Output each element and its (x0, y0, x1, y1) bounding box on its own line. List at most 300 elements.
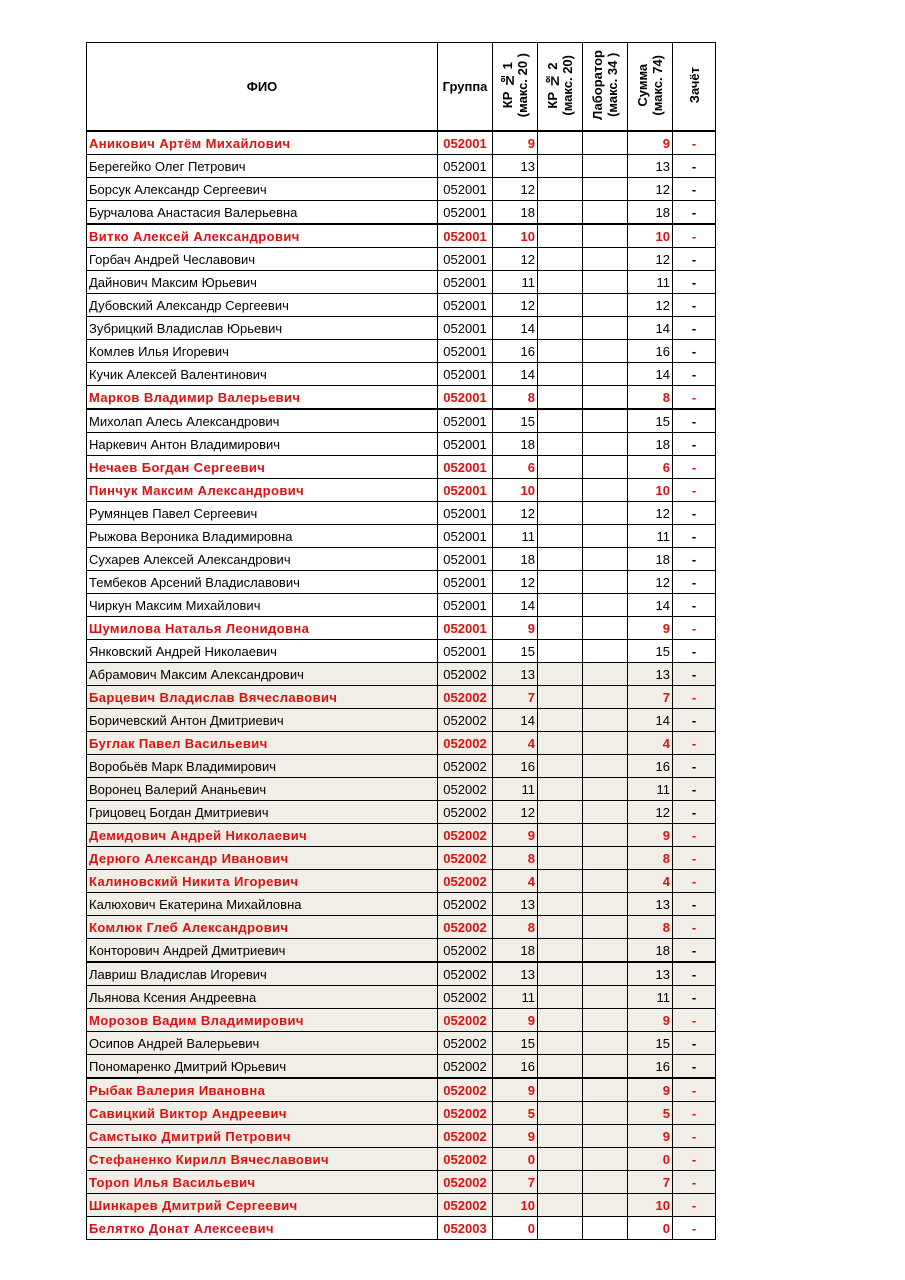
kr2-score (538, 962, 583, 986)
student-name: Зубрицкий Владислав Юрьевич (87, 317, 438, 340)
sum-score: 11 (628, 525, 673, 548)
lab-score (583, 479, 628, 502)
lab-score (583, 178, 628, 201)
kr2-score (538, 1171, 583, 1194)
sum-score: 0 (628, 1148, 673, 1171)
table-row (87, 571, 716, 594)
credit-mark: - (673, 502, 716, 525)
lab-score (583, 1148, 628, 1171)
kr2-score (538, 224, 583, 248)
student-name: Осипов Андрей Валерьевич (87, 1032, 438, 1055)
credit-mark: - (673, 617, 716, 640)
sum-score: 4 (628, 870, 673, 893)
table-row (87, 755, 716, 778)
sum-score: 6 (628, 456, 673, 479)
header-kr2-title: КР № 2 (545, 61, 560, 109)
kr2-score (538, 1078, 583, 1102)
lab-score (583, 640, 628, 663)
table-row (87, 1194, 716, 1217)
group-cell: 052002 (438, 1125, 493, 1148)
sum-score: 13 (628, 663, 673, 686)
header-kr1-title: КР № 1 (500, 61, 515, 109)
table-row (87, 294, 716, 317)
header-sum (628, 43, 673, 132)
student-name: Горбач Андрей Чеславович (87, 248, 438, 271)
student-name: Витко Алексей Александрович (87, 224, 438, 248)
lab-score (583, 294, 628, 317)
kr2-score (538, 548, 583, 571)
student-name: Марков Владимир Валерьевич (87, 386, 438, 410)
table-row (87, 363, 716, 386)
kr2-score (538, 317, 583, 340)
kr2-score (538, 294, 583, 317)
lab-score (583, 663, 628, 686)
kr1-score: 0 (493, 1148, 538, 1171)
sum-score: 18 (628, 939, 673, 963)
table-row (87, 1102, 716, 1125)
student-name: Комлев Илья Игоревич (87, 340, 438, 363)
group-cell: 052002 (438, 1102, 493, 1125)
sum-score: 18 (628, 433, 673, 456)
header-kr2-max: (макс. 20) (560, 54, 575, 116)
lab-score (583, 870, 628, 893)
sum-score: 12 (628, 248, 673, 271)
credit-mark: - (673, 939, 716, 963)
table-row (87, 916, 716, 939)
kr1-score: 12 (493, 502, 538, 525)
credit-mark: - (673, 1217, 716, 1240)
group-cell: 052003 (438, 1217, 493, 1240)
table-row (87, 433, 716, 456)
group-cell: 052002 (438, 1148, 493, 1171)
table-row (87, 962, 716, 986)
group-cell: 052001 (438, 433, 493, 456)
group-cell: 052002 (438, 686, 493, 709)
group-cell: 052001 (438, 178, 493, 201)
lab-score (583, 317, 628, 340)
kr2-score (538, 525, 583, 548)
student-name: Сухарев Алексей Александрович (87, 548, 438, 571)
student-name: Михолап Алесь Александрович (87, 409, 438, 433)
group-cell: 052001 (438, 479, 493, 502)
lab-score (583, 1032, 628, 1055)
header-kr1 (493, 43, 538, 132)
lab-score (583, 340, 628, 363)
header-sum-max: (макс. 74) (650, 54, 665, 116)
lab-score (583, 755, 628, 778)
credit-mark: - (673, 986, 716, 1009)
sum-score: 14 (628, 363, 673, 386)
grades-body (87, 131, 716, 1240)
student-name: Калиновский Никита Игоревич (87, 870, 438, 893)
student-name: Буглак Павел Васильевич (87, 732, 438, 755)
kr1-score: 8 (493, 916, 538, 939)
header-credit-title: Зачёт (686, 66, 702, 104)
group-cell: 052002 (438, 962, 493, 986)
student-name: Лавриш Владислав Игоревич (87, 962, 438, 986)
kr2-score (538, 594, 583, 617)
kr2-score (538, 1148, 583, 1171)
sum-score: 12 (628, 571, 673, 594)
lab-score (583, 571, 628, 594)
credit-mark: - (673, 363, 716, 386)
credit-mark: - (673, 778, 716, 801)
credit-mark: - (673, 1102, 716, 1125)
header-credit (673, 43, 716, 132)
kr2-score (538, 479, 583, 502)
group-cell: 052002 (438, 801, 493, 824)
kr2-score (538, 847, 583, 870)
lab-score (583, 456, 628, 479)
lab-score (583, 594, 628, 617)
student-name: Берегейко Олег Петрович (87, 155, 438, 178)
student-name: Тороп Илья Васильевич (87, 1171, 438, 1194)
kr1-score: 14 (493, 363, 538, 386)
student-name: Конторович Андрей Дмитриевич (87, 939, 438, 963)
student-name: Пономаренко Дмитрий Юрьевич (87, 1055, 438, 1079)
credit-mark: - (673, 224, 716, 248)
sum-score: 18 (628, 201, 673, 225)
kr2-score (538, 178, 583, 201)
credit-mark: - (673, 1078, 716, 1102)
kr1-score: 13 (493, 962, 538, 986)
credit-mark: - (673, 409, 716, 433)
group-cell: 052001 (438, 525, 493, 548)
group-cell: 052001 (438, 155, 493, 178)
kr1-score: 9 (493, 824, 538, 847)
kr1-score: 13 (493, 893, 538, 916)
kr1-score: 15 (493, 409, 538, 433)
group-cell: 052002 (438, 1171, 493, 1194)
lab-score (583, 1009, 628, 1032)
table-row (87, 178, 716, 201)
credit-mark: - (673, 755, 716, 778)
header-kr2 (538, 43, 583, 132)
student-name: Боричевский Антон Дмитриевич (87, 709, 438, 732)
lab-score (583, 224, 628, 248)
credit-mark: - (673, 456, 716, 479)
sum-score: 13 (628, 155, 673, 178)
table-row (87, 1009, 716, 1032)
credit-mark: - (673, 1125, 716, 1148)
kr2-score (538, 131, 583, 155)
credit-mark: - (673, 870, 716, 893)
student-name: Пинчук Максим Александрович (87, 479, 438, 502)
sum-score: 0 (628, 1217, 673, 1240)
kr2-score (538, 801, 583, 824)
table-row (87, 386, 716, 410)
sum-score: 18 (628, 548, 673, 571)
table-row (87, 986, 716, 1009)
group-cell: 052002 (438, 847, 493, 870)
sum-score: 12 (628, 178, 673, 201)
sum-score: 13 (628, 962, 673, 986)
sum-score: 12 (628, 801, 673, 824)
group-cell: 052001 (438, 224, 493, 248)
kr2-score (538, 340, 583, 363)
sum-score: 12 (628, 502, 673, 525)
group-cell: 052002 (438, 709, 493, 732)
lab-score (583, 386, 628, 410)
student-name: Дайнович Максим Юрьевич (87, 271, 438, 294)
student-name: Воронец Валерий Ананьевич (87, 778, 438, 801)
group-cell: 052002 (438, 778, 493, 801)
kr1-score: 4 (493, 732, 538, 755)
credit-mark: - (673, 594, 716, 617)
student-name: Шинкарев Дмитрий Сергеевич (87, 1194, 438, 1217)
student-name: Борсук Александр Сергеевич (87, 178, 438, 201)
credit-mark: - (673, 525, 716, 548)
kr2-score (538, 409, 583, 433)
lab-score (583, 962, 628, 986)
sum-score: 12 (628, 294, 673, 317)
kr1-score: 14 (493, 594, 538, 617)
table-row (87, 1032, 716, 1055)
table-row (87, 1055, 716, 1079)
grades-table (86, 42, 716, 1240)
lab-score (583, 686, 628, 709)
student-name: Морозов Вадим Владимирович (87, 1009, 438, 1032)
kr2-score (538, 617, 583, 640)
kr1-score: 8 (493, 386, 538, 410)
table-row (87, 709, 716, 732)
credit-mark: - (673, 201, 716, 225)
lab-score (583, 502, 628, 525)
student-name: Рыбак Валерия Ивановна (87, 1078, 438, 1102)
lab-score (583, 709, 628, 732)
sum-score: 4 (628, 732, 673, 755)
sum-score: 11 (628, 778, 673, 801)
kr1-score: 9 (493, 1078, 538, 1102)
credit-mark: - (673, 1032, 716, 1055)
sum-score: 8 (628, 386, 673, 410)
credit-mark: - (673, 1171, 716, 1194)
credit-mark: - (673, 294, 716, 317)
kr1-score: 18 (493, 548, 538, 571)
kr2-score (538, 663, 583, 686)
table-row (87, 847, 716, 870)
group-cell: 052002 (438, 1078, 493, 1102)
lab-score (583, 548, 628, 571)
group-cell: 052001 (438, 640, 493, 663)
table-row (87, 131, 716, 155)
table-row (87, 409, 716, 433)
student-name: Бурчалова Анастасия Валерьевна (87, 201, 438, 225)
lab-score (583, 248, 628, 271)
kr1-score: 11 (493, 778, 538, 801)
credit-mark: - (673, 709, 716, 732)
table-row (87, 1217, 716, 1240)
kr2-score (538, 640, 583, 663)
credit-mark: - (673, 1194, 716, 1217)
table-row (87, 1125, 716, 1148)
credit-mark: - (673, 847, 716, 870)
table-row (87, 640, 716, 663)
group-cell: 052002 (438, 1194, 493, 1217)
lab-score (583, 778, 628, 801)
table-row (87, 686, 716, 709)
sum-score: 15 (628, 409, 673, 433)
table-row (87, 201, 716, 225)
kr1-score: 16 (493, 340, 538, 363)
group-cell: 052001 (438, 201, 493, 225)
table-row (87, 893, 716, 916)
kr1-score: 14 (493, 317, 538, 340)
kr1-score: 15 (493, 640, 538, 663)
kr1-score: 18 (493, 939, 538, 963)
lab-score (583, 1194, 628, 1217)
lab-score (583, 1078, 628, 1102)
sum-score: 10 (628, 1194, 673, 1217)
credit-mark: - (673, 479, 716, 502)
group-cell: 052002 (438, 986, 493, 1009)
header-lab-title: Лаборатор (590, 50, 605, 120)
sum-score: 7 (628, 1171, 673, 1194)
table-row (87, 663, 716, 686)
kr1-score: 9 (493, 1125, 538, 1148)
student-name: Калюхович Екатерина Михайловна (87, 893, 438, 916)
sum-score: 9 (628, 617, 673, 640)
kr2-score (538, 1125, 583, 1148)
lab-score (583, 1055, 628, 1079)
header-lab-max: (макс. 34 ) (605, 52, 620, 118)
group-cell: 052001 (438, 340, 493, 363)
student-name: Стефаненко Кирилл Вячеславович (87, 1148, 438, 1171)
sum-score: 15 (628, 1032, 673, 1055)
kr2-score (538, 1055, 583, 1079)
sum-score: 11 (628, 986, 673, 1009)
table-row (87, 870, 716, 893)
group-cell: 052002 (438, 893, 493, 916)
kr1-score: 13 (493, 155, 538, 178)
sum-score: 15 (628, 640, 673, 663)
group-cell: 052001 (438, 294, 493, 317)
lab-score (583, 824, 628, 847)
credit-mark: - (673, 962, 716, 986)
student-name: Барцевич Владислав Вячеславович (87, 686, 438, 709)
kr1-score: 9 (493, 1009, 538, 1032)
student-name: Комлюк Глеб Александрович (87, 916, 438, 939)
credit-mark: - (673, 340, 716, 363)
credit-mark: - (673, 801, 716, 824)
credit-mark: - (673, 1148, 716, 1171)
kr1-score: 18 (493, 433, 538, 456)
lab-score (583, 155, 628, 178)
kr2-score (538, 1032, 583, 1055)
credit-mark: - (673, 571, 716, 594)
kr2-score (538, 709, 583, 732)
sum-score: 9 (628, 1078, 673, 1102)
kr1-score: 15 (493, 1032, 538, 1055)
kr1-score: 10 (493, 479, 538, 502)
kr1-score: 14 (493, 709, 538, 732)
table-row (87, 224, 716, 248)
sum-score: 9 (628, 1125, 673, 1148)
lab-score (583, 939, 628, 963)
sum-score: 16 (628, 755, 673, 778)
kr2-score (538, 1102, 583, 1125)
table-row (87, 340, 716, 363)
credit-mark: - (673, 131, 716, 155)
header-kr1-max: (макс. 20 ) (515, 52, 530, 118)
lab-score (583, 1217, 628, 1240)
student-name: Тембеков Арсений Владиславович (87, 571, 438, 594)
kr2-score (538, 502, 583, 525)
sum-score: 14 (628, 709, 673, 732)
credit-mark: - (673, 663, 716, 686)
kr2-score (538, 456, 583, 479)
credit-mark: - (673, 893, 716, 916)
table-row (87, 317, 716, 340)
kr2-score (538, 271, 583, 294)
kr1-score: 8 (493, 847, 538, 870)
table-row (87, 271, 716, 294)
kr2-score (538, 686, 583, 709)
kr1-score: 11 (493, 986, 538, 1009)
student-name: Кучик Алексей Валентинович (87, 363, 438, 386)
student-name: Рыжова Вероника Владимировна (87, 525, 438, 548)
credit-mark: - (673, 317, 716, 340)
lab-score (583, 433, 628, 456)
group-cell: 052001 (438, 248, 493, 271)
credit-mark: - (673, 433, 716, 456)
kr1-score: 7 (493, 1171, 538, 1194)
lab-score (583, 1102, 628, 1125)
kr2-score (538, 893, 583, 916)
kr1-score: 5 (493, 1102, 538, 1125)
table-row (87, 1171, 716, 1194)
kr2-score (538, 1217, 583, 1240)
sum-score: 10 (628, 224, 673, 248)
table-row (87, 456, 716, 479)
group-cell: 052001 (438, 131, 493, 155)
kr2-score (538, 386, 583, 410)
kr1-score: 12 (493, 571, 538, 594)
group-cell: 052001 (438, 594, 493, 617)
group-cell: 052001 (438, 317, 493, 340)
group-cell: 052002 (438, 916, 493, 939)
kr2-score (538, 732, 583, 755)
kr1-score: 13 (493, 663, 538, 686)
student-name: Савицкий Виктор Андреевич (87, 1102, 438, 1125)
sum-score: 11 (628, 271, 673, 294)
student-name: Наркевич Антон Владимирович (87, 433, 438, 456)
lab-score (583, 525, 628, 548)
kr1-score: 11 (493, 271, 538, 294)
lab-score (583, 271, 628, 294)
group-cell: 052001 (438, 271, 493, 294)
group-cell: 052002 (438, 755, 493, 778)
lab-score (583, 893, 628, 916)
sum-score: 13 (628, 893, 673, 916)
group-cell: 052002 (438, 663, 493, 686)
table-row (87, 1078, 716, 1102)
kr2-score (538, 939, 583, 963)
group-cell: 052001 (438, 409, 493, 433)
kr1-score: 16 (493, 755, 538, 778)
sum-score: 8 (628, 916, 673, 939)
header-group: Группа (438, 43, 493, 132)
kr1-score: 12 (493, 248, 538, 271)
sum-score: 16 (628, 1055, 673, 1079)
lab-score (583, 131, 628, 155)
kr1-score: 12 (493, 294, 538, 317)
header-name: ФИО (87, 43, 438, 132)
kr1-score: 0 (493, 1217, 538, 1240)
table-row (87, 801, 716, 824)
table-row (87, 155, 716, 178)
kr1-score: 4 (493, 870, 538, 893)
